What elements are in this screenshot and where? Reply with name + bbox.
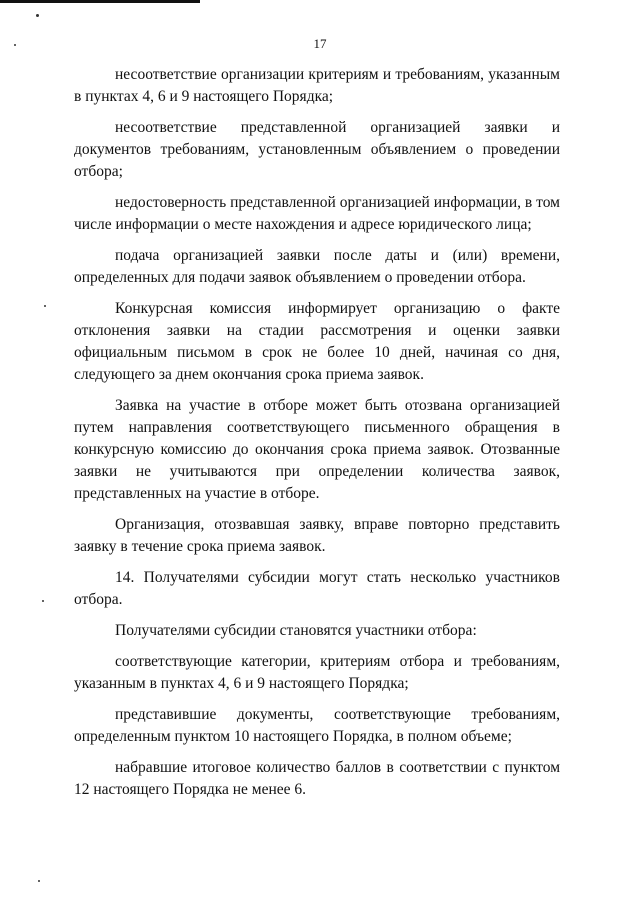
paragraph: представившие документы, соответствующие требованиям, определенным пунктом 10 настоящего Порядка, в полном объеме; [74,706,560,745]
paragraph: Заявка на участие в отборе может быть отозвана организацией путем направления соответствующего письменного обращения в конкурсную комиссию до окончания срока приема заявок. Отозванные заявки не учитываются при определении количества заявок, представленных на участие в отборе. [74,397,560,502]
paragraph: Получателями субсидии становятся участники отбора: [115,622,477,639]
document-body [74,64,560,801]
paragraph: Конкурсная комиссия информирует организацию о факте отклонения заявки на стадии рассмотрения и оценки заявки официальным письмом в срок не более 10 дней, начиная со дня, следующего за днем окончания срока приема заявок. [74,300,560,383]
paragraph: подача организацией заявки после даты и (или) времени, определенных для подачи заявок объявлением о проведении отбора. [74,247,560,286]
scan-speck [42,600,44,602]
page-number: 17 [313,36,327,51]
scan-speck [38,880,40,882]
scan-border-line [0,0,200,3]
scan-speck [44,305,46,307]
paragraph: Организация, отозвавшая заявку, вправе повторно представить заявку в течение срока приема заявок. [74,516,560,555]
paragraph: соответствующие категории, критериям отбора и требованиям, указанным в пунктах 4, 6 и 9 настоящего Порядка; [74,653,560,692]
paragraph: несоответствие представленной организацией заявки и документов требованиям, установленным объявлением о проведении отбора; [74,119,560,180]
paragraph: недостоверность представленной организацией информации, в том числе информации о месте нахождения и адресе юридического лица; [74,194,560,233]
paragraph: 14. Получателями субсидии могут стать несколько участников отбора. [74,569,560,608]
scan-speck [36,14,39,17]
paragraph: несоответствие организации критериям и требованиям, указанным в пунктах 4, 6 и 9 настоящего Порядка; [74,66,560,105]
paragraph: набравшие итоговое количество баллов в соответствии с пунктом 12 настоящего Порядка не менее 6. [74,759,560,798]
